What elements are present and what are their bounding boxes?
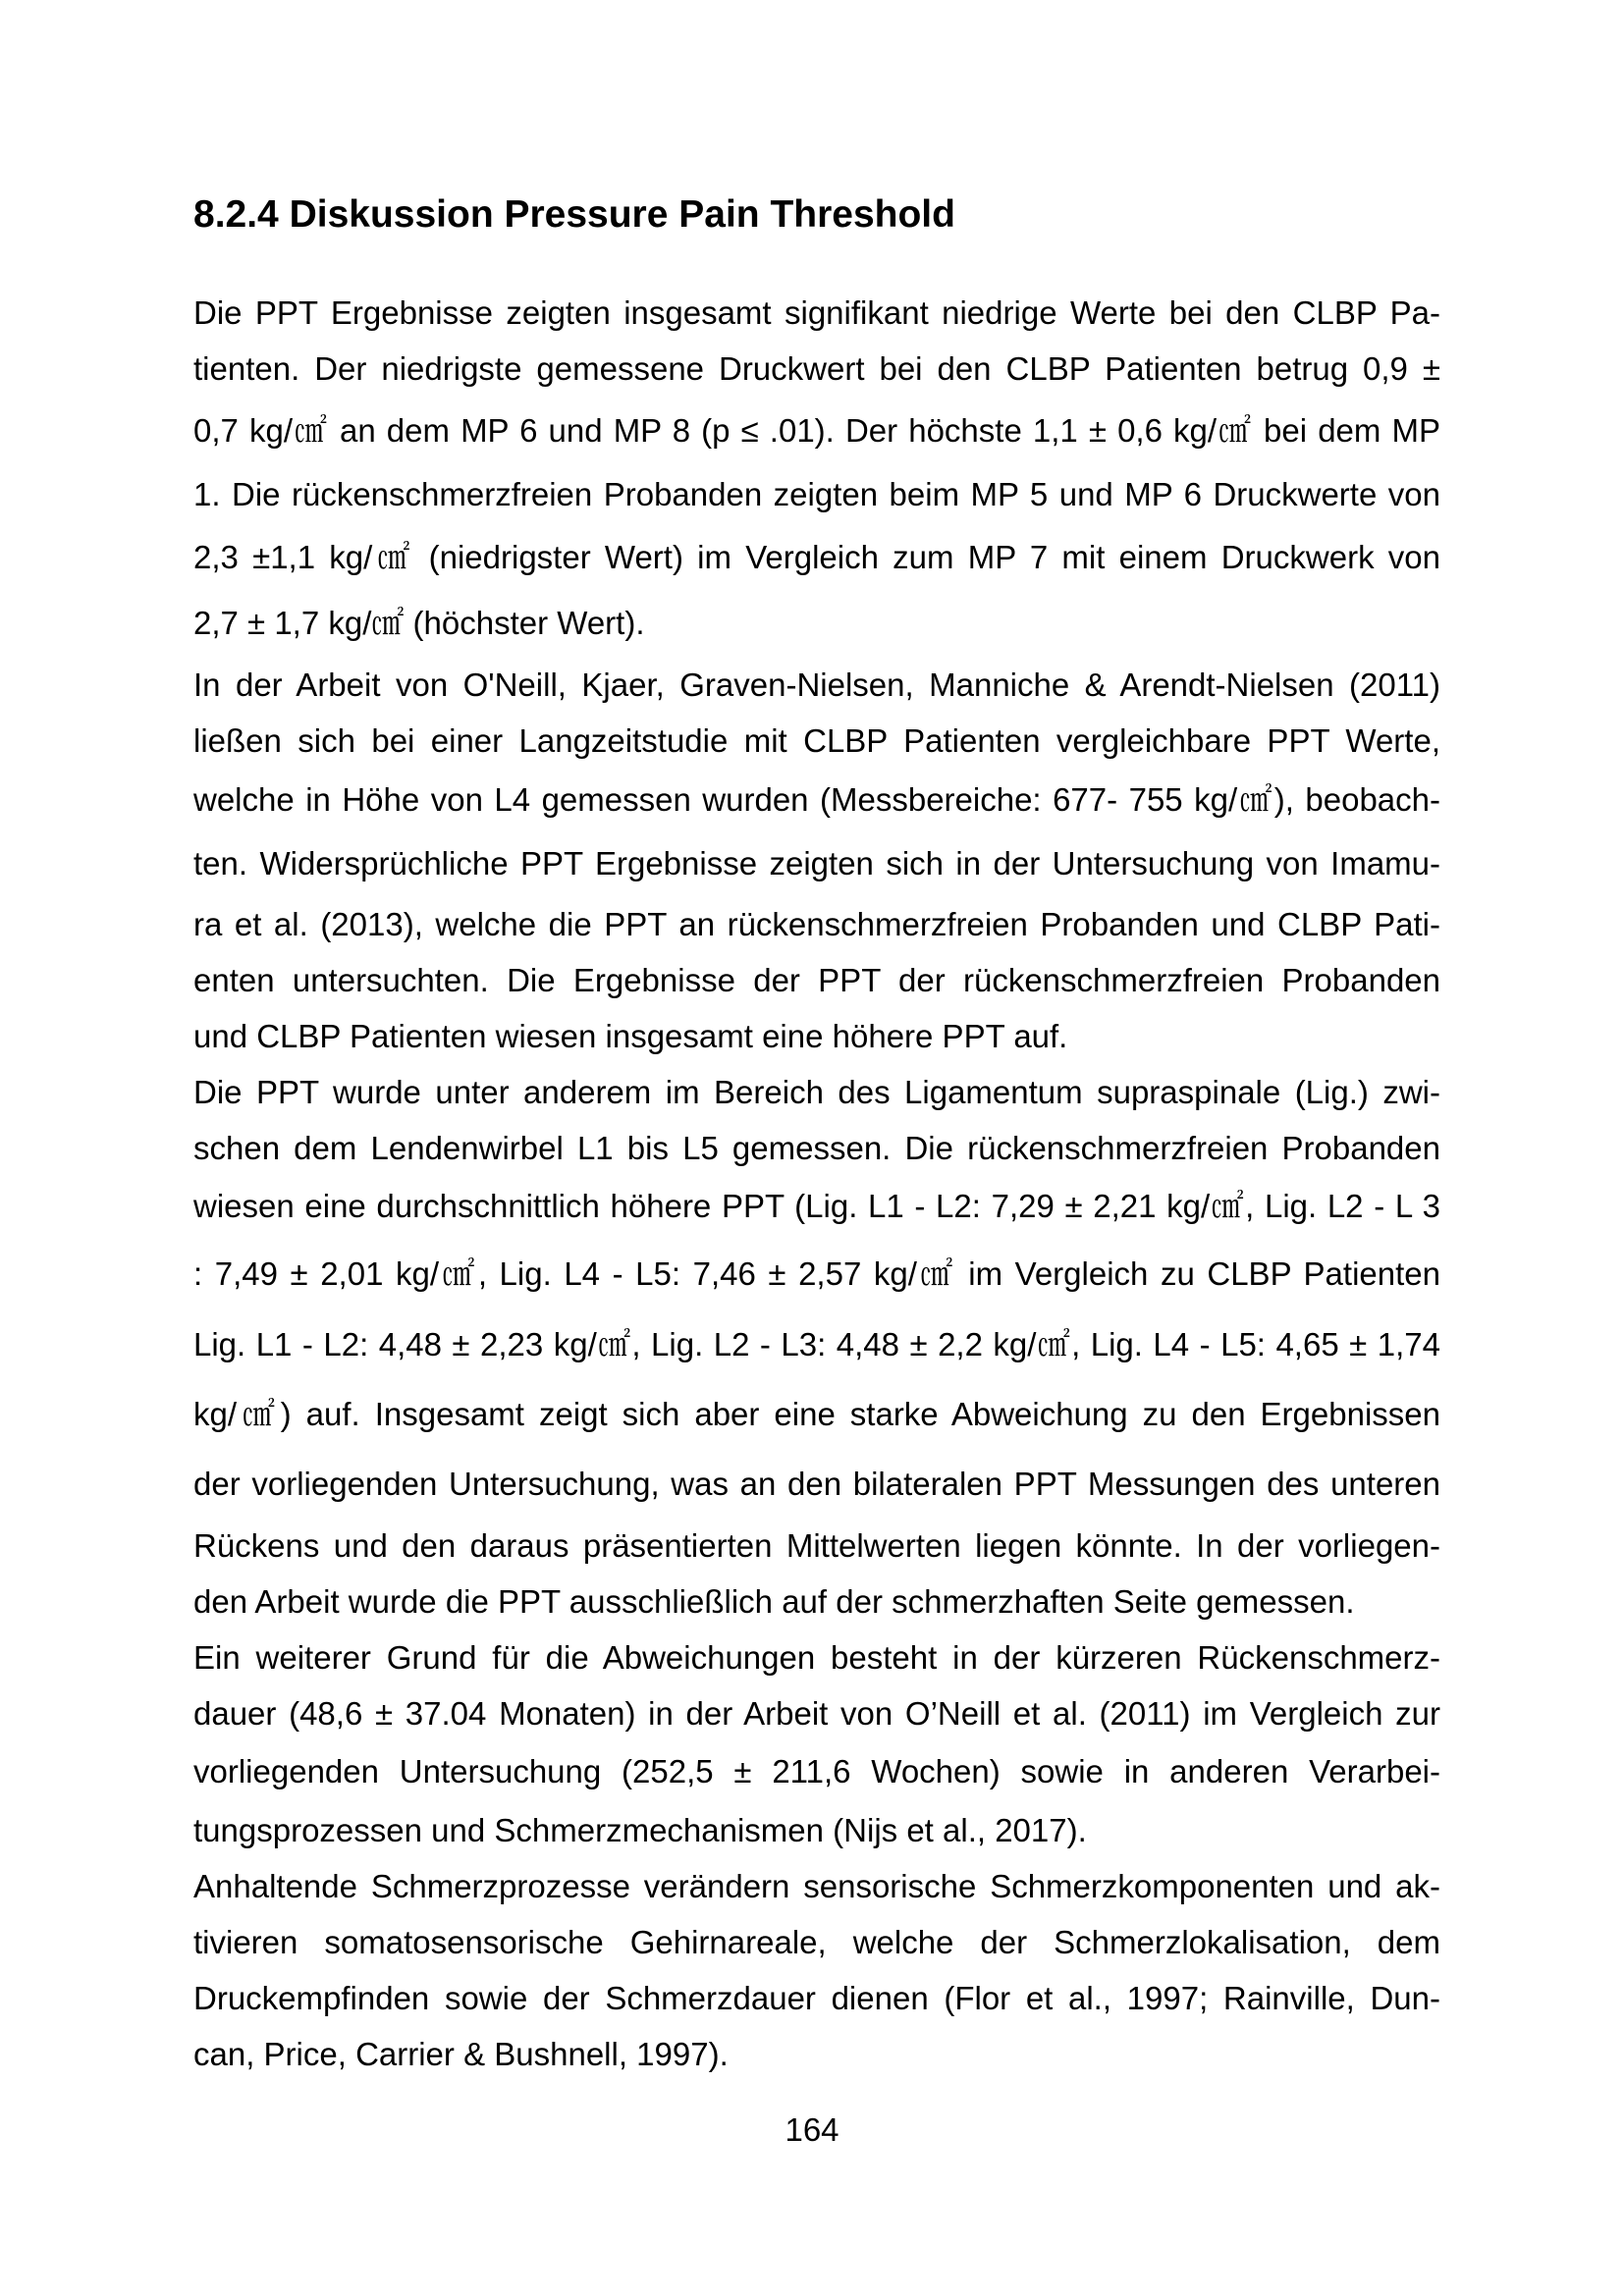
- text-line: ra et al. (2013), welche die PPT an rückenschmerzfreien Probanden und CLBP Pati-: [193, 906, 1440, 942]
- text-line: Druckempfinden sowie der Schmerzdauer dienen (Flor et al., 1997; Rainville, Dun-: [193, 1980, 1440, 2016]
- text-line: dauer (48,6 ± 37.04 Monaten) in der Arbeit von O’Neill et al. (2011) im Vergleich zur: [193, 1695, 1440, 1732]
- text-line: vorliegenden Untersuchung (252,5 ± 211,6 Wochen) sowie in anderen Verarbei-: [193, 1753, 1440, 1789]
- paragraph-pain-duration: [193, 1629, 1440, 1858]
- text-line: Anhaltende Schmerzprozesse verändern sensorische Schmerzkomponenten und ak-: [193, 1868, 1440, 1904]
- paragraph-oneill-comparison: [193, 657, 1440, 1064]
- text-line: 1. Die rückenschmerzfreien Probanden zeigten beim MP 5 und MP 6 Druckwerte von: [193, 476, 1440, 512]
- text-line: can, Price, Carrier & Bushnell, 1997).: [193, 2036, 729, 2072]
- text-line: Lig. L1 - L2: 4,48 ± 2,23 kg/㎠, Lig. L2 - L3: 4,48 ± 2,2 kg/㎠, Lig. L4 - L5: 4,65 ± 1,74: [193, 1326, 1440, 1362]
- body-text: [193, 285, 1440, 2082]
- text-line: : 7,49 ± 2,01 kg/㎠, Lig. L4 - L5: 7,46 ± 2,57 kg/㎠ im Vergleich zu CLBP Patienten: [193, 1255, 1440, 1292]
- text-line: tungsprozessen und Schmerzmechanismen (Nijs et al., 2017).: [193, 1812, 1087, 1848]
- text-line: und CLBP Patienten wiesen insgesamt eine höhere PPT auf.: [193, 1018, 1068, 1054]
- text-line: ten. Widersprüchliche PPT Ergebnisse zeigten sich in der Untersuchung von Imamu-: [193, 845, 1440, 881]
- text-line: der vorliegenden Untersuchung, was an den bilateralen PPT Messungen des unteren: [193, 1466, 1440, 1502]
- text-line: 2,3 ±1,1 kg/㎠ (niedrigster Wert) im Vergleich zum MP 7 mit einem Druckwerk von: [193, 539, 1440, 575]
- section-heading: 8.2.4 Diskussion Pressure Pain Threshold: [193, 193, 955, 236]
- text-line: enten untersuchten. Die Ergebnisse der PPT der rückenschmerzfreien Probanden: [193, 962, 1440, 998]
- text-line: tienten. Der niedrigste gemessene Druckwert bei den CLBP Patienten betrug 0,9 ±: [193, 350, 1440, 387]
- text-line: 2,7 ± 1,7 kg/㎠ (höchster Wert).: [193, 605, 645, 641]
- text-line: den Arbeit wurde die PPT ausschließlich auf der schmerzhaften Seite gemessen.: [193, 1583, 1355, 1620]
- text-line: kg/㎠) auf. Insgesamt zeigt sich aber eine starke Abweichung zu den Ergebnissen: [193, 1396, 1440, 1432]
- text-line: wiesen eine durchschnittlich höhere PPT (Lig. L1 - L2: 7,29 ± 2,21 kg/㎠, Lig. L2 - L 3: [193, 1188, 1440, 1224]
- text-line: Die PPT wurde unter anderem im Bereich des Ligamentum supraspinale (Lig.) zwi-: [193, 1074, 1440, 1110]
- paragraph-pain-processes: [193, 1858, 1440, 2082]
- text-line: Ein weiterer Grund für die Abweichungen besteht in der kürzeren Rückenschmerz-: [193, 1639, 1440, 1676]
- text-line: In der Arbeit von O'Neill, Kjaer, Graven-Nielsen, Manniche & Arendt-Nielsen (2011): [193, 667, 1440, 703]
- text-line: Die PPT Ergebnisse zeigten insgesamt signifikant niedrige Werte bei den CLBP Pa-: [193, 294, 1440, 331]
- paragraph-ligamentum-measurements: [193, 1064, 1440, 1629]
- text-line: schen dem Lendenwirbel L1 bis L5 gemessen. Die rückenschmerzfreien Probanden: [193, 1130, 1440, 1166]
- text-line: ließen sich bei einer Langzeitstudie mit CLBP Patienten vergleichbare PPT Werte,: [193, 722, 1440, 759]
- text-line: 0,7 kg/㎠ an dem MP 6 und MP 8 (p ≤ .01). Der höchste 1,1 ± 0,6 kg/㎠ bei dem MP: [193, 412, 1440, 449]
- text-line: Rückens und den daraus präsentierten Mittelwerten liegen könnte. In der vorliegen-: [193, 1527, 1440, 1564]
- page-number: 164: [785, 2111, 839, 2148]
- paragraph-ppt-results: [193, 285, 1440, 657]
- text-line: tivieren somatosensorische Gehirnareale, welche der Schmerzlokalisation, dem: [193, 1924, 1440, 1960]
- text-line: welche in Höhe von L4 gemessen wurden (Messbereiche: 677- 755 kg/㎠), beobach-: [193, 781, 1440, 818]
